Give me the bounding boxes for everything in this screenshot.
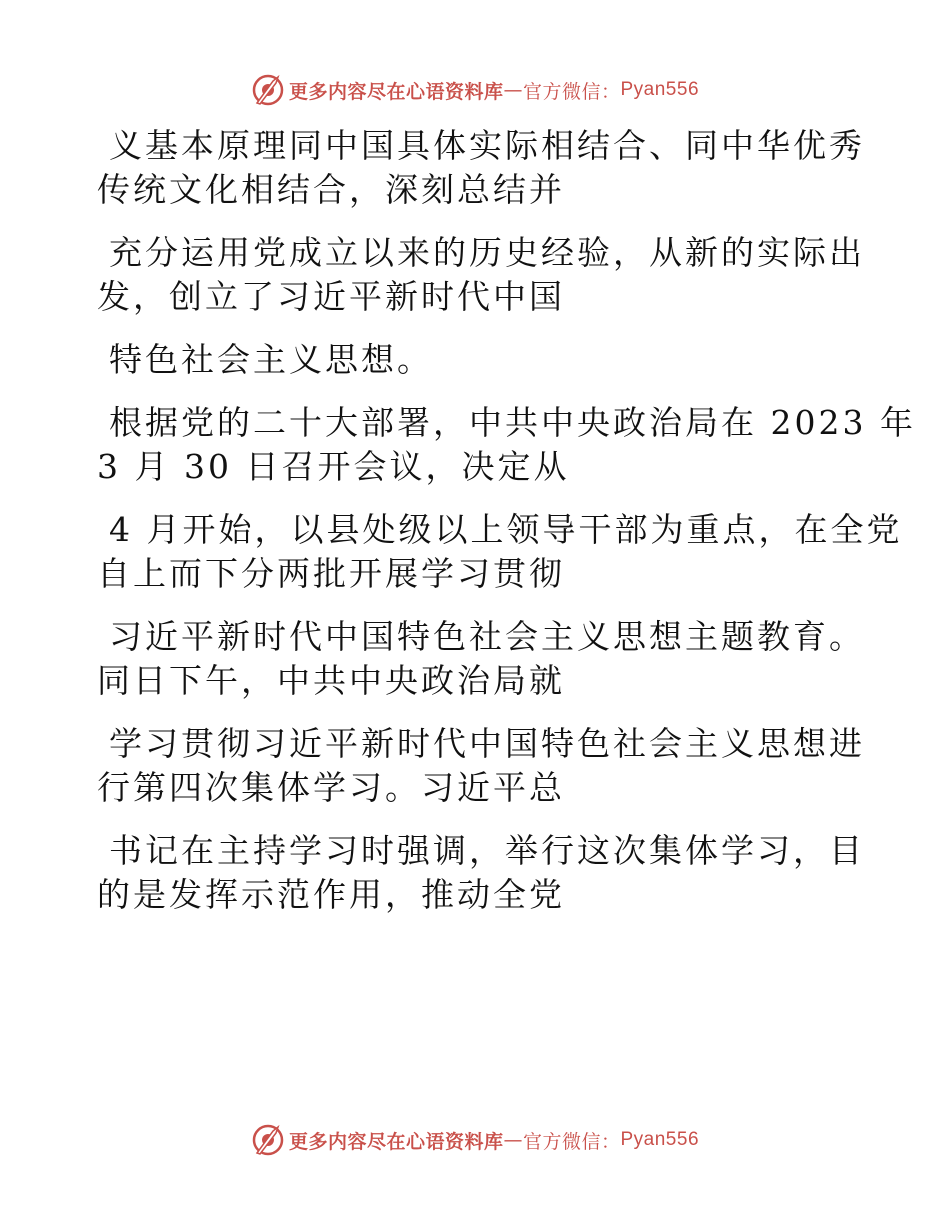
banner-wechat-id: Pyan556 (620, 1129, 700, 1150)
document-body (97, 124, 916, 936)
banner-separator: — (503, 1129, 523, 1151)
text-line: 充分运用党成立以来的历史经验，从新的实际出 (109, 233, 865, 272)
text-line: 学习贯彻习近平新时代中国特色社会主义思想进 (109, 724, 865, 763)
text-line: 发，创立了习近平新时代中国 (97, 277, 565, 316)
quill-logo-icon (251, 73, 285, 107)
paragraph (97, 124, 877, 212)
text-line: 习近平新时代中国特色社会主义思想主题教育。 (109, 617, 865, 656)
text-line: 传统文化相结合，深刻总结并 (97, 170, 565, 209)
banner-wechat-id: Pyan556 (620, 79, 700, 100)
text-line: 自上而下分两批开展学习贯彻 (97, 554, 565, 593)
paragraph (97, 508, 903, 596)
text-line: 书记在主持学习时强调，举行这次集体学习，目 (109, 831, 865, 870)
footer-watermark-banner (0, 1120, 950, 1160)
text-line: 根据党的二十大部署，中共中央政治局在 2023 年 (109, 403, 916, 442)
text-line: 同日下午，中共中央政治局就 (97, 661, 565, 700)
text-line: 3 月 30 日召开会议，决定从 (97, 447, 570, 486)
paragraph (97, 615, 877, 703)
banner-main-text: 更多内容尽在心语资料库 (288, 1130, 504, 1153)
banner-separator: — (503, 79, 523, 101)
text-line: 特色社会主义思想。 (109, 340, 433, 379)
banner-official-label: 官方微信： (522, 80, 621, 103)
banner-official-label: 官方微信： (522, 1130, 621, 1153)
text-line: 4 月开始，以县处级以上领导干部为重点，在全党 (109, 510, 903, 549)
paragraph (97, 829, 877, 917)
paragraph (97, 231, 877, 319)
header-watermark-banner (0, 70, 950, 110)
paragraph (97, 401, 916, 489)
paragraph (97, 722, 877, 810)
text-line: 的是发挥示范作用，推动全党 (97, 875, 565, 914)
banner-main-text: 更多内容尽在心语资料库 (288, 80, 504, 103)
text-line: 行第四次集体学习。习近平总 (97, 768, 565, 807)
paragraph (97, 338, 877, 382)
quill-logo-icon (251, 1123, 285, 1157)
text-line: 义基本原理同中国具体实际相结合、同中华优秀 (109, 126, 865, 165)
